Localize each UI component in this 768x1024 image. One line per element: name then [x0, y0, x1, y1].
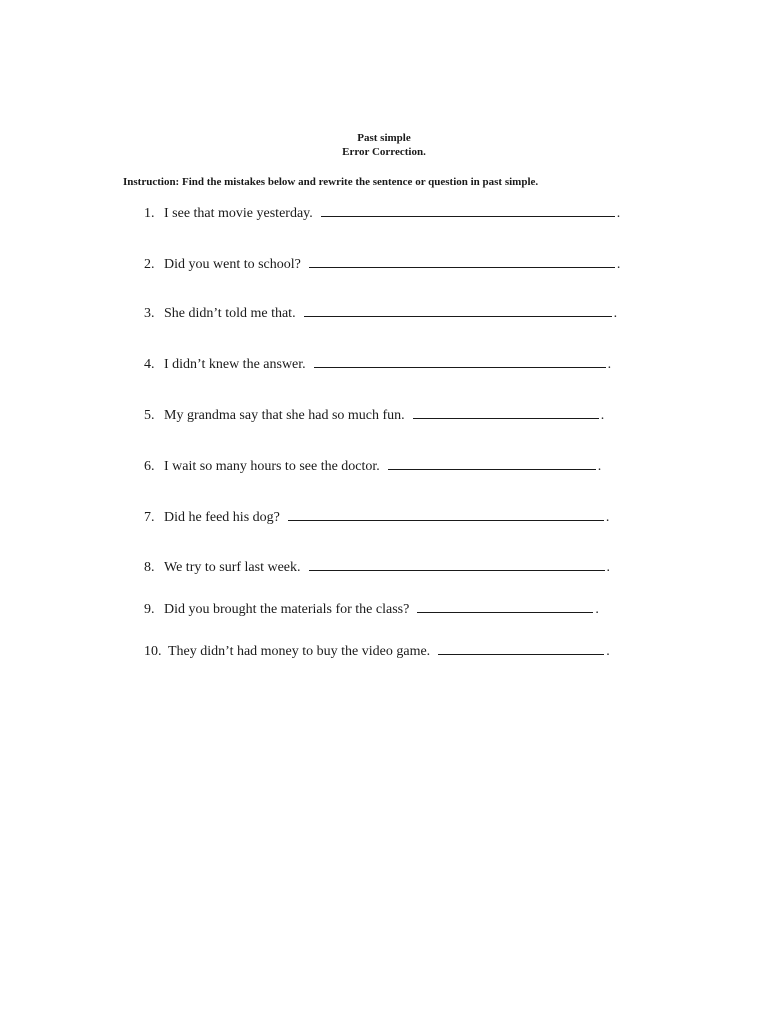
worksheet-subtitle: Error Correction. — [342, 146, 426, 158]
question-end: . — [616, 206, 621, 221]
question-end: . — [597, 459, 602, 474]
worksheet-title: Past simple — [357, 132, 411, 144]
answer-blank[interactable] — [288, 508, 604, 521]
question-number: 4. — [144, 357, 155, 372]
question-end: . — [605, 510, 610, 525]
answer-blank[interactable] — [388, 457, 596, 470]
question-end: . — [606, 560, 610, 575]
question-number: 6. — [144, 459, 155, 474]
question-number: 7. — [144, 510, 155, 525]
question-item — [144, 255, 620, 273]
answer-blank[interactable] — [417, 600, 593, 613]
answer-blank[interactable] — [413, 406, 599, 419]
question-number: 8. — [144, 560, 155, 575]
question-text: I see that movie yesterday. — [164, 206, 313, 221]
question-item — [144, 600, 599, 618]
question-text: I didn’t knew the answer. — [164, 357, 306, 372]
question-number: 2. — [144, 257, 155, 272]
question-item — [144, 558, 610, 576]
question-end: . — [600, 408, 605, 423]
question-end: . — [613, 306, 618, 321]
question-item — [144, 406, 604, 424]
question-text: Did you went to school? — [164, 257, 301, 272]
question-number: 3. — [144, 306, 155, 321]
answer-blank[interactable] — [321, 204, 615, 217]
question-number: 5. — [144, 408, 155, 423]
question-text: I wait so many hours to see the doctor. — [164, 459, 380, 474]
question-text: They didn’t had money to buy the video game. — [168, 644, 431, 659]
question-number: 10. — [144, 644, 162, 659]
question-item — [144, 457, 601, 475]
answer-blank[interactable] — [309, 255, 615, 268]
question-item — [144, 642, 610, 660]
question-number: 1. — [144, 206, 155, 221]
question-text: My grandma say that she had so much fun. — [164, 408, 405, 423]
question-end: . — [616, 257, 621, 272]
instruction-text: Instruction: Find the mistakes below and rewrite the sentence or question in past simple. — [123, 176, 539, 188]
question-text: We try to surf last week. — [164, 560, 301, 575]
question-text: Did he feed his dog? — [164, 510, 280, 525]
question-end: . — [606, 644, 610, 659]
question-item — [144, 304, 617, 322]
answer-blank[interactable] — [304, 304, 612, 317]
question-end: . — [595, 602, 599, 617]
question-item — [144, 355, 611, 373]
question-item — [144, 508, 609, 526]
answer-blank[interactable] — [314, 355, 606, 368]
answer-blank[interactable] — [438, 642, 604, 655]
question-end: . — [607, 357, 612, 372]
answer-blank[interactable] — [309, 558, 605, 571]
question-item — [144, 204, 620, 222]
question-text: She didn’t told me that. — [164, 306, 296, 321]
question-number: 9. — [144, 602, 155, 617]
question-text: Did you brought the materials for the class? — [164, 602, 410, 617]
